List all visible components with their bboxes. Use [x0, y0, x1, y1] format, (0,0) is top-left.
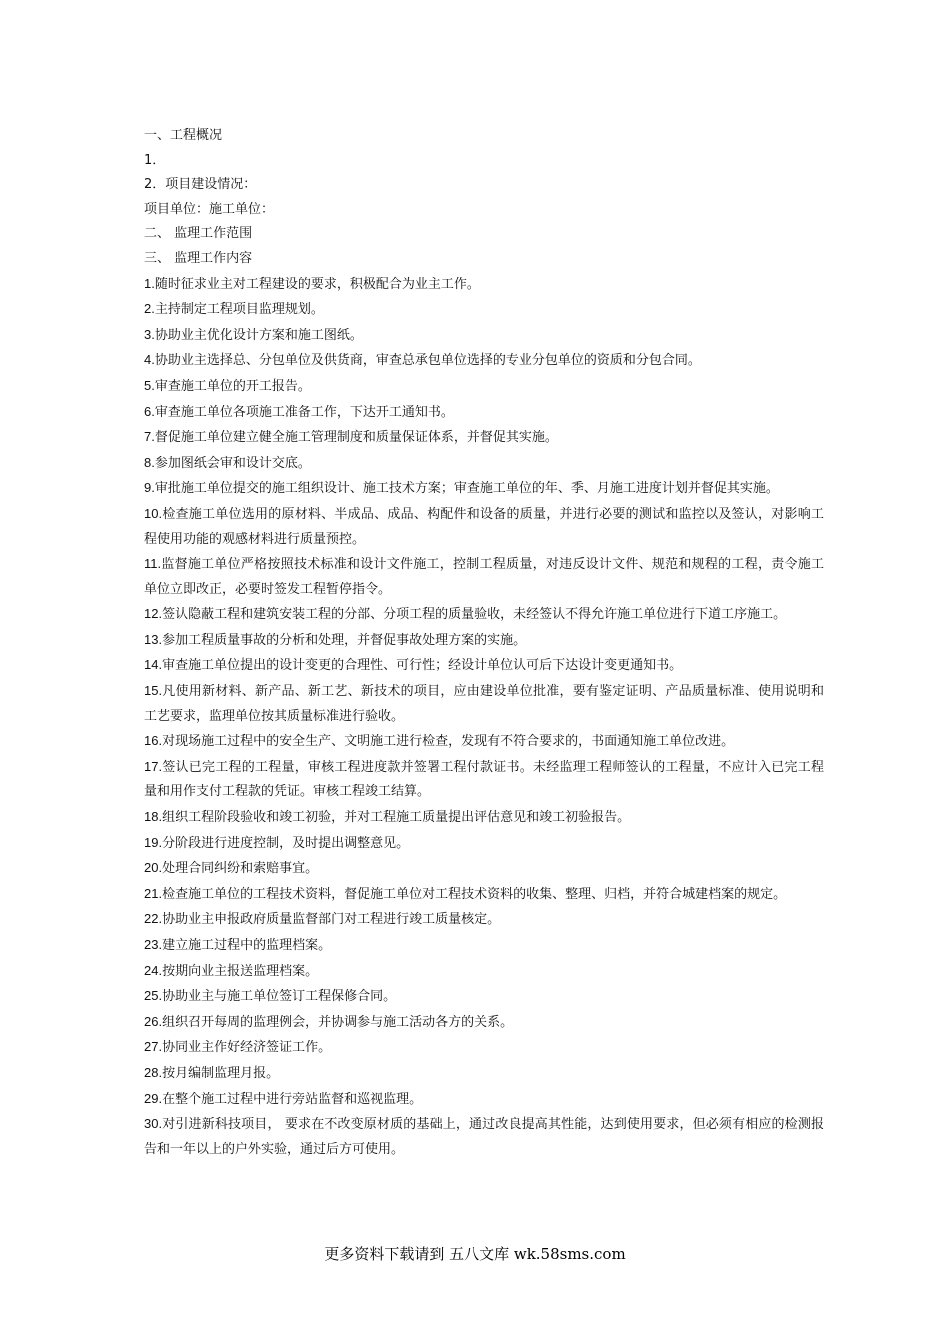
list-item-number: 30.: [144, 1116, 163, 1132]
list-item-number: 19.: [144, 834, 163, 850]
list-item-text: 审查施工单位提出的设计变更的合理性、可行性；经设计单位认可后下达设计变更通知书。: [162, 658, 683, 674]
list-item: [144, 272, 824, 298]
list-item-text: 监督施工单位严格按照技术标准和设计文件施工，控制工程质量，对违反设计文件、规范和规程的工程，责令施工单位立即改正，必要时签发工程暂停指令。: [144, 557, 824, 597]
overview-item-2: 2．项目建设情况：: [144, 177, 257, 193]
list-item-number: 24.: [144, 962, 163, 978]
list-item-number: 5.: [144, 377, 155, 393]
list-item: [144, 755, 824, 805]
list-item: [144, 959, 824, 985]
list-item-number: 21.: [144, 885, 163, 901]
section-heading-overview: 一、工程概况: [144, 128, 223, 143]
list-item-number: 29.: [144, 1090, 163, 1106]
document-body: [144, 124, 824, 1162]
work-content-list: [144, 272, 824, 1163]
list-item: [144, 1087, 824, 1113]
list-item-text: 建立施工过程中的监理档案。: [162, 938, 332, 953]
list-item: [144, 348, 824, 374]
list-item: [144, 400, 824, 426]
list-item-text: 参加图纸会审和设计交底。: [154, 455, 311, 471]
list-item: [144, 1035, 824, 1061]
list-item-number: 13.: [144, 631, 163, 647]
list-item-number: 4.: [144, 352, 155, 368]
list-item: [144, 882, 824, 908]
list-item: [144, 425, 824, 451]
list-item: [144, 451, 824, 477]
list-item-number: 11.: [144, 556, 162, 572]
list-item: [144, 933, 824, 959]
list-item-text: 按月编制监理月报。: [162, 1065, 280, 1081]
list-item-text: 审查施工单位各项施工准备工作，下达开工通知书。: [154, 404, 454, 420]
list-item-text: 协助业主申报政府质量监督部门对工程进行竣工质量核定。: [162, 912, 501, 928]
list-item-text: 按期向业主报送监理档案。: [162, 963, 319, 979]
list-item-text: 组织召开每周的监理例会，并协调参与施工活动各方的关系。: [162, 1014, 514, 1030]
list-item-text: 对现场施工过程中的安全生产、文明施工进行检查，发现有不符合要求的，书面通知施工单位改进。: [162, 734, 735, 750]
list-item: [144, 476, 824, 502]
section-heading-scope: 二、 监理工作范围: [144, 226, 253, 242]
list-item-number: 17.: [144, 758, 163, 774]
list-item-text: 签认隐蔽工程和建筑安装工程的分部、分项工程的质量验收，未经签认不得允许施工单位进行下道工序施工。: [162, 607, 787, 623]
list-item-text: 对引进新科技项目， 要求在不改变原材质的基础上，通过改良提高其性能，达到使用要求，但必须有相应的检测报告和一年以上的户外实验，通过后方可使用。: [144, 1117, 824, 1157]
list-item-text: 检查施工单位选用的原材料、半成品、成品、构配件和设备的质量，并进行必要的测试和监控以及签认，对影响工程使用功能的观感材料进行质量预控。: [144, 506, 824, 547]
list-item-number: 23.: [144, 937, 163, 952]
list-item-number: 10.: [144, 505, 163, 521]
list-item: [144, 1061, 824, 1087]
list-item-number: 8.: [144, 454, 155, 470]
list-item: [144, 856, 824, 882]
footer-promo-text: 更多资料下载请到 五八文库 wk.58sms.com: [324, 1245, 626, 1263]
list-item-number: 6.: [144, 403, 155, 419]
list-item-text: 协助业主优化设计方案和施工图纸。: [154, 327, 363, 343]
list-item-number: 1.: [144, 275, 155, 291]
list-item-number: 15.: [144, 683, 163, 699]
list-item-text: 随时征求业主对工程建设的要求，积极配合为业主工作。: [154, 276, 480, 292]
project-units-line: 项目单位：施工单位：: [144, 201, 275, 217]
overview-item-1: 1．: [144, 152, 166, 168]
list-item: [144, 805, 824, 831]
list-item-text: 主持制定工程项目监理规划。: [154, 302, 324, 318]
list-item: [144, 323, 824, 349]
list-item: [144, 729, 824, 755]
list-item-number: 7.: [144, 429, 155, 445]
list-item-text: 参加工程质量事故的分析和处理，并督促事故处理方案的实施。: [162, 632, 527, 648]
list-item-number: 12.: [144, 606, 163, 622]
list-item: [144, 1010, 824, 1036]
list-item-number: 3.: [144, 326, 155, 342]
list-item-number: 18.: [144, 809, 163, 825]
list-item-text: 协助业主选择总、分包单位及供货商，审查总承包单位选择的专业分包单位的资质和分包合同。: [154, 353, 701, 369]
list-item: [144, 831, 824, 857]
list-item-number: 25.: [144, 988, 163, 1004]
list-item: [144, 502, 824, 552]
list-item-text: 督促施工单位建立健全施工管理制度和质量保证体系，并督促其实施。: [154, 430, 558, 446]
list-item: [144, 628, 824, 654]
list-item: [144, 679, 824, 729]
list-item-number: 28.: [144, 1064, 163, 1080]
list-item-text: 在整个施工过程中进行旁站监督和巡视监理。: [162, 1091, 423, 1107]
list-item-text: 组织工程阶段验收和竣工初验，并对工程施工质量提出评估意见和竣工初验报告。: [162, 810, 631, 826]
list-item: [144, 984, 824, 1010]
list-item-text: 凡使用新材料、新产品、新工艺、新技术的项目，应由建设单位批准，要有鉴定证明、产品质量标准、使用说明和工艺要求，监理单位按其质量标准进行验收。: [144, 684, 824, 724]
list-item: [144, 602, 824, 628]
section-heading-content: 三、 监理工作内容: [144, 250, 253, 266]
list-item: [144, 653, 824, 679]
list-item-text: 签认已完工程的工程量，审核工程进度款并签署工程付款证书。未经监理工程师签认的工程量，不应计入已完工程量和用作支付工程款的凭证。审核工程竣工结算。: [144, 759, 824, 800]
list-item-text: 分阶段进行进度控制，及时提出调整意见。: [162, 835, 410, 851]
list-item-text: 审批施工单位提交的施工组织设计、施工技术方案；审查施工单位的年、季、月施工进度计划并督促其实施。: [154, 481, 779, 497]
list-item-number: 14.: [144, 657, 163, 673]
list-item-number: 22.: [144, 911, 163, 927]
list-item-text: 协助业主与施工单位签订工程保修合同。: [162, 989, 397, 1005]
list-item: [144, 374, 824, 400]
list-item: [144, 907, 824, 933]
list-item-text: 协同业主作好经济签证工作。: [162, 1040, 332, 1056]
list-item-number: 9.: [144, 480, 155, 496]
list-item-number: 27.: [144, 1039, 163, 1055]
list-item: [144, 1112, 824, 1162]
list-item-number: 2.: [144, 301, 155, 317]
list-item-text: 检查施工单位的工程技术资料，督促施工单位对工程技术资料的收集、整理、归档，并符合城建档案的规定。: [162, 886, 787, 902]
list-item: [144, 552, 824, 602]
list-item: [144, 297, 824, 323]
list-item-text: 处理合同纠纷和索赔事宜。: [162, 861, 319, 877]
list-item-number: 26.: [144, 1013, 163, 1029]
list-item-number: 16.: [144, 733, 163, 749]
list-item-text: 审查施工单位的开工报告。: [154, 378, 311, 394]
list-item-number: 20.: [144, 860, 163, 876]
